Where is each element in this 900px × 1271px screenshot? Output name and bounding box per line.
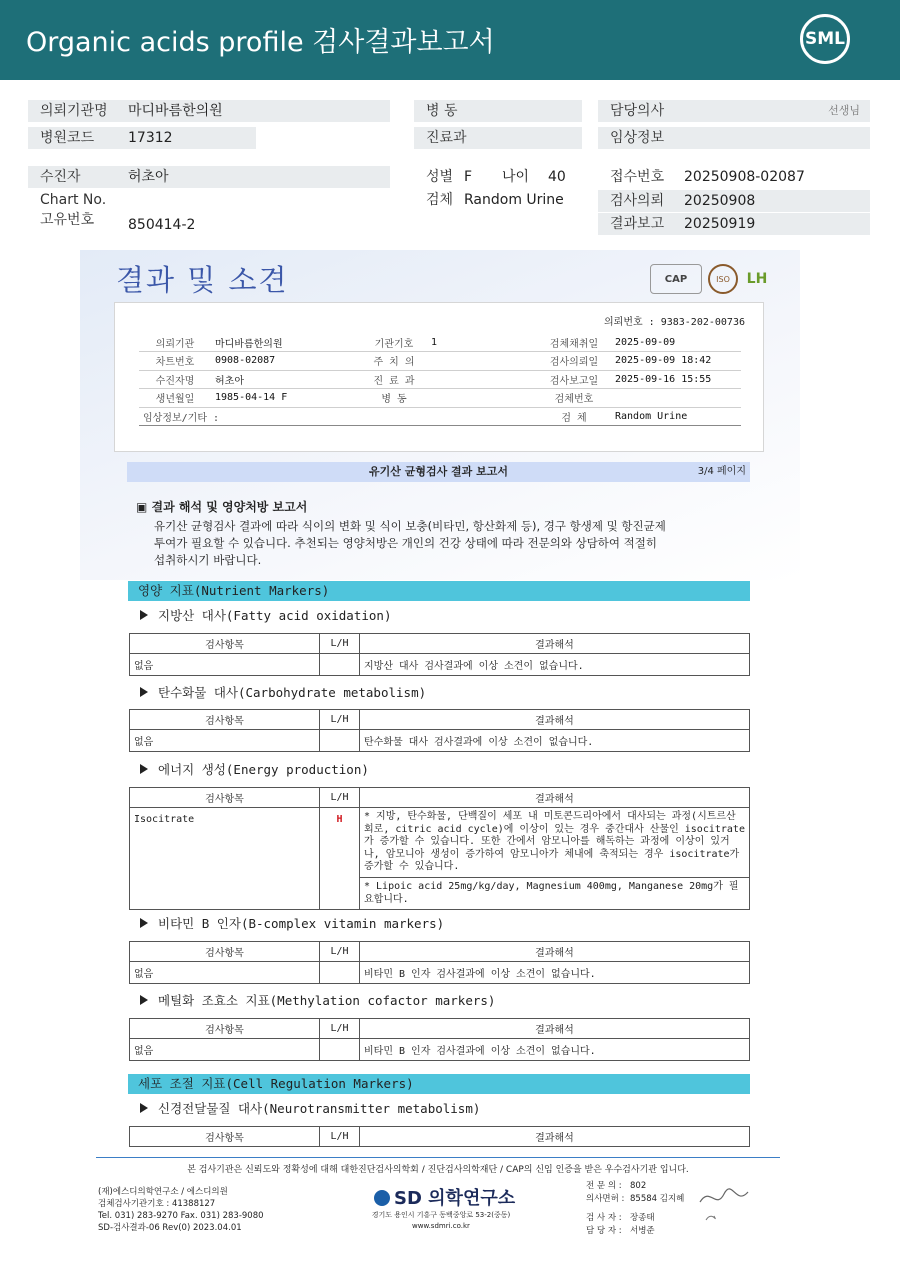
field-value: 2025-09-09 (611, 333, 741, 352)
scan-title: 결과 및 소견 (116, 263, 289, 297)
scanned-report (80, 250, 800, 1245)
field-clinical-info: 임상정보 (598, 127, 870, 149)
field-value (611, 389, 741, 408)
field-label: 수진자명 (139, 370, 211, 389)
intro-line-2: 투여가 필요할 수 있습니다. 추천되는 영양처방은 개인의 건강 상태에 따라 전문의와 상담하여 적절히 (154, 536, 657, 550)
field-label: 생년월일 (139, 389, 211, 408)
field-hospital: 의뢰기관명 마디바름한의원 (28, 100, 390, 122)
table-row: * Lipoic acid 25mg/kg/day, Magnesium 400mg, Manganese 20mg가 필요합니다. (130, 878, 750, 910)
energy-production-heading: 에너지 생성(Energy production) (140, 760, 369, 778)
field-value (427, 352, 537, 371)
carbohydrate-heading: 탄수화물 대사(Carbohydrate metabolism) (140, 683, 426, 701)
field-label: 차트번호 (139, 352, 211, 371)
field-label: 임상정보/기타 : (139, 407, 211, 426)
signatories: 전 문 의 : 802 의사면허 : 85584 김지혜 검 사 자 : 장종태 담 당 자 : 서병준 (586, 1181, 685, 1236)
field-value (427, 389, 537, 408)
signature-image (696, 1180, 752, 1228)
patient-info-box (114, 302, 764, 452)
field-patient: 수진자 허초아 (28, 166, 390, 188)
field-label: 검 체 (537, 407, 611, 426)
report-title: Organic acids profile 검사결과보고서 (26, 27, 495, 58)
intro-line-3: 섭취하시기 바랍니다. (154, 553, 262, 567)
field-value: 허초아 (211, 370, 361, 389)
table-row: 없음 비타민 B 인자 검사결과에 이상 소견이 없습니다. (130, 962, 750, 984)
triangle-bullet-icon (140, 687, 148, 697)
sd-lab-logo: SD 의학연구소 (374, 1184, 515, 1210)
field-label: 기관기호 (361, 333, 427, 352)
field-value: 0908-02087 (211, 352, 361, 371)
header-bar (0, 0, 900, 80)
table-row (139, 370, 741, 389)
kolas-logo: LH (746, 271, 768, 287)
vitamin-b-heading: 비타민 B 인자(B-complex vitamin markers) (140, 914, 444, 932)
table-row (139, 352, 741, 371)
field-value: 2025-09-16 15:55 (611, 370, 741, 389)
field-label: 의뢰기관 (139, 333, 211, 352)
methylation-heading: 메틸화 조효소 지표(Methylation cofactor markers) (140, 991, 495, 1009)
nutrient-markers-bar: 영양 지표(Nutrient Markers) (128, 581, 750, 601)
triangle-bullet-icon (140, 610, 148, 620)
field-label: 주 치 의 (361, 352, 427, 371)
field-chart-no: Chart No. (40, 192, 107, 208)
carbohydrate-table: 검사항목 L/H 결과해석 없음 탄수화물 대사 검사결과에 이상 소견이 없습니다. (129, 709, 750, 752)
field-label: 검사의뢰일 (537, 352, 611, 371)
vitamin-b-table: 검사항목 L/H 결과해석 없음 비타민 B 인자 검사결과에 이상 소견이 없습니다. (129, 941, 750, 984)
field-test-request: 검사의뢰 20250908 (598, 190, 870, 212)
certification-notice: 본 검사기관은 신뢰도와 정확성에 대해 대한진단검사의학회 / 진단검사의학재단 / CAP의 신임 인증을 받은 우수검사기관 입니다. (187, 1165, 689, 1175)
report-footer (96, 1157, 780, 1237)
table-row: Isocitrate H * 지방, 탄수화물, 단백질이 세포 내 미토콘드리아에서 대사되는 과정(시트르산 회로, citric acid cycle)에 이상이 있는 경우 중간대사 산물인 isocitrate가 증가할 수 있습니다. 또한 간에서 암모니아를 해독하는 과정에 이상이 있거나, 암모니아 생성이 증가하여 암모니아가 체내에 축적되는 경우 isocitrate가 증가할 수 있습니다. (130, 808, 750, 878)
page-number: 3/4 페이지 (697, 466, 746, 477)
field-value: 마디바름한의원 (211, 333, 361, 352)
fatty-acid-heading: 지방산 대사(Fatty acid oxidation) (140, 606, 391, 624)
triangle-bullet-icon (140, 1103, 148, 1113)
triangle-bullet-icon (140, 995, 148, 1005)
intro-line-1: 유기산 균형검사 결과에 따라 식이의 변화 및 식이 보충(비타민, 항산화제 등), 경구 항생제 및 항진균제 (154, 519, 666, 533)
field-value (427, 370, 537, 389)
field-specimen: 검체 Random Urine (426, 192, 564, 208)
sd-logo-icon (374, 1190, 390, 1206)
field-doctor: 담당의사 선생님 (598, 100, 870, 122)
field-label: 검체번호 (537, 389, 611, 408)
interpretation-heading: ▣ 결과 해석 및 영양처방 보고서 (136, 500, 308, 514)
patient-info-table (139, 333, 741, 426)
neurotransmitter-heading: 신경전달물질 대사(Neurotransmitter metabolism) (140, 1099, 480, 1117)
field-unique-no: 고유번호 850414-2 (40, 212, 196, 233)
field-label: 병 동 (361, 389, 427, 408)
lab-address: 경기도 용인시 기흥구 동백중앙로 53-2(중동) www.sdmri.co.kr (371, 1211, 511, 1230)
table-row: 없음 탄수화물 대사 검사결과에 이상 소견이 없습니다. (130, 730, 750, 752)
field-value (427, 407, 537, 426)
fatty-acid-table: 검사항목 L/H 결과해석 없음 지방산 대사 검사결과에 이상 소견이 없습니다. (129, 633, 750, 676)
field-label: 검체채취일 (537, 333, 611, 352)
table-row: 없음 지방산 대사 검사결과에 이상 소견이 없습니다. (130, 654, 750, 676)
report-title-bar: 유기산 균형검사 결과 보고서 3/4 페이지 (127, 462, 750, 482)
triangle-bullet-icon (140, 918, 148, 928)
field-label: 검사보고일 (537, 370, 611, 389)
field-ward: 병 동 (414, 100, 582, 122)
field-value: 1985-04-14 F (211, 389, 361, 408)
certification-seal-icon: ISO (708, 264, 738, 294)
field-result-report: 결과보고 20250919 (598, 213, 870, 235)
cap-accredited-logo: CAP (650, 264, 702, 294)
field-hospital-code: 병원코드 17312 (28, 127, 256, 149)
cell-regulation-bar: 세포 조절 지표(Cell Regulation Markers) (128, 1074, 750, 1094)
sml-logo: SML (800, 14, 850, 64)
triangle-bullet-icon (140, 764, 148, 774)
lab-contact-info: (재)에스디의학연구소 / 에스디의원 검체검사기관기호 : 41388127 Tel. 031) 283-9270 Fax. 031) 283-9080 SD-검사결과-06 Rev(0) 2023.04.01 (98, 1187, 264, 1233)
table-row (139, 333, 741, 352)
neurotransmitter-table: 검사항목 L/H 결과해석 (129, 1126, 750, 1147)
field-value: 1 (427, 333, 537, 352)
request-number: 의뢰번호 : 9383-202-00736 (604, 317, 745, 328)
table-row: 없음 비타민 B 인자 검사결과에 이상 소견이 없습니다. (130, 1039, 750, 1061)
methylation-table: 검사항목 L/H 결과해석 없음 비타민 B 인자 검사결과에 이상 소견이 없습니다. (129, 1018, 750, 1061)
table-row (139, 407, 741, 426)
field-department: 진료과 (414, 127, 582, 149)
field-value: 2025-09-09 18:42 (611, 352, 741, 371)
field-value (211, 407, 361, 426)
field-label: 진 료 과 (361, 370, 427, 389)
table-row (139, 389, 741, 408)
high-flag: H (320, 808, 360, 910)
field-receipt-no: 접수번호 20250908-02087 (610, 169, 805, 185)
field-sex-age: 성별 F 나이 40 (426, 169, 566, 185)
field-label (361, 407, 427, 426)
field-value: Random Urine (611, 407, 741, 426)
energy-production-table: 검사항목 L/H 결과해석 Isocitrate H * 지방, 탄수화물, 단백질이 세포 내 미토콘드리아에서 대사되는 과정(시트르산 회로, citric acid cycle)에 이상이 있는 경우 중간대사 산물인 isocitrate가 증가할 수 있습니다. 또한 간에서 암모니아를 해독하는 과정에 이상이 있거나, 암모니아 생성이 증가하여 암모니아가 체내에 축적되는 경우 isocitrate가 증가할 수 있습니다. * Lipoic acid 25mg/kg/day, Magnesium 400mg, Manganese 20mg가 필요합니다. (129, 787, 750, 910)
